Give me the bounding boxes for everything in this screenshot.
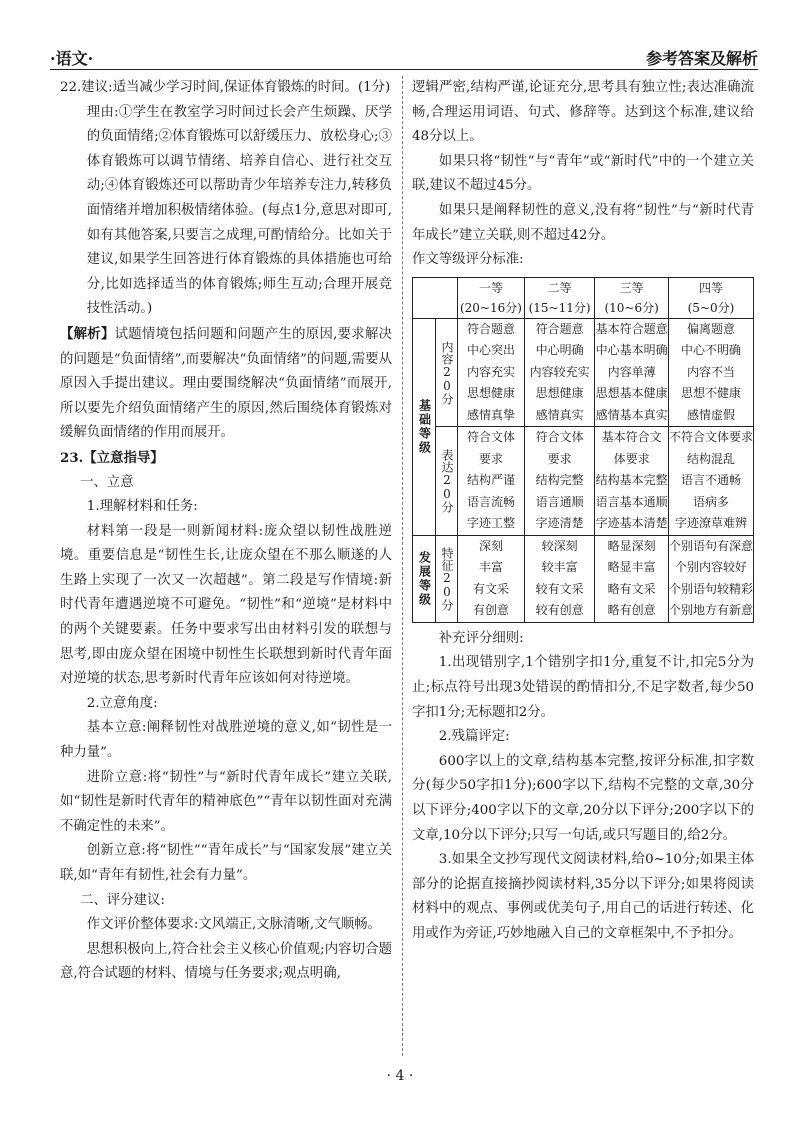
advanced-theme: 进阶立意:将“韧性”与“新时代青年成长”建立关联,如“韧性是新时代青年的精神底色”“青年以韧性面对充满不确定性的未来”。 xyxy=(60,769,392,834)
row-label: 内容20分 xyxy=(435,318,458,427)
basic-theme: 基本立意:阐释韧性对战胜逆境的意义,如“韧性是一种力量”。 xyxy=(60,720,392,761)
q22-analysis xyxy=(60,322,392,446)
grade-header: 三等 (10~6分) xyxy=(595,277,669,318)
subject-label: ·语文· xyxy=(50,49,94,68)
standard-continuation: 逻辑严密,结构严谨,论证充分,思考具有独立性;表达准确流畅,合理运用词语、句式、修辞等。达到这个标准,建议给48分以上。 xyxy=(412,80,754,145)
grading-table xyxy=(412,277,754,623)
table-cell: 符合题意 中心明确 内容较充实 思想健康 感情真实 xyxy=(524,318,594,427)
left-column xyxy=(60,76,392,987)
category-development: 发展等级 xyxy=(413,535,436,622)
sub-2-heading: 2.立意角度: xyxy=(86,695,158,711)
page-header xyxy=(50,40,758,70)
q22-reason: 理由:①学生在教室学习时间过长会产生烦躁、厌学的负面情绪;②体育锻炼可以舒缓压力、放松身心;③体育锻炼可以调节情绪、培养自信心、进行社交互动;④体育锻炼还可以帮助青少年培养专注力,转移负面情绪并增加积极情绪体验。(每点1分,意思对即可,如有其他答案,只要言之成理,可酌情给分。比如关于建议,如果学生回答进行体育锻炼的具体措施也可给分,比如选择适当的体育锻炼;师生互动;合理开展竞技性活动。) xyxy=(86,104,392,317)
table-cell: 基本符合文 体要求 结构基本完整 语言基本通顺 字迹基本清楚 xyxy=(595,427,669,536)
corner-cell xyxy=(413,277,458,318)
row-label: 表达20分 xyxy=(435,427,458,536)
row-label: 特征20分 xyxy=(435,535,458,622)
table-title: 作文等级评分标准: xyxy=(412,252,524,268)
grade-header: 四等 (5~0分) xyxy=(668,277,753,318)
section-2-heading: 二、评分建议: xyxy=(80,892,165,908)
q22-suggestion: 22.建议:适当减少学习时间,保证体育锻炼的时间。(1分) xyxy=(60,80,391,95)
q23-heading: 23.【立意指导】 xyxy=(60,449,164,466)
category-basic: 基础等级 xyxy=(413,318,436,535)
thought-requirement: 思想积极向上,符合社会主义核心价值观;内容切合题意,符合试题的材料、情境与任务要求;观点明确, xyxy=(60,941,392,982)
analysis-text: 试题情境包括问题和问题产生的原因,要求解决的问题是“负面情绪”,而要解决“负面情绪”的问题,需要从原因入手提出建议。理由要围绕解决“负面情绪”而展开,所以要先介绍负面情绪产生的原因,然后围绕体育锻炼对缓解负面情绪的作用而展开。 xyxy=(60,326,392,441)
table-row xyxy=(413,318,754,427)
sub-1-heading: 1.理解材料和任务: xyxy=(86,499,198,515)
material-para: 材料第一段是一则新闻材料:庞众望以韧性战胜逆境。重要信息是“韧性生长,让庞众望在不那么顺遂的人生路上实现了一次又一次超越”。第二段是写作情境:新时代青年遭遇逆境不可避免。“韧性”和“逆境”是材料中的两个关键要素。任务中要求写出由材料引发的联想与思考,即由庞众望在困境中韧性生长联想到新时代青年面对逆境的状态,思考新时代青年应该如何对待逆境。 xyxy=(60,523,392,687)
supplementary-title: 补充评分细则: xyxy=(438,630,524,646)
table-cell: 符合文体 要求 结构严谨 语言流畅 字迹工整 xyxy=(458,427,525,536)
right-column xyxy=(412,76,754,946)
section-1-heading: 一、立意 xyxy=(80,474,134,490)
rule-incomplete-title: 2.残篇评定: xyxy=(438,729,510,745)
column-divider xyxy=(402,76,403,1056)
table-cell: 符合题意 中心突出 内容充实 思想健康 感情真挚 xyxy=(458,318,525,427)
table-cell: 深刻 丰富 有文采 有创意 xyxy=(458,535,525,622)
table-cell: 较深刻 较丰富 较有文采 较有创意 xyxy=(524,535,594,622)
grade-header: 二等 (15~11分) xyxy=(524,277,594,318)
rule-copying: 3.如果全文抄写现代文阅读材料,给0~10分;如果主体部分的论据直接摘抄阅读材料,35分以下评分;如果将阅读材料中的观点、事例或优美句子,用自己的话进行转述、化用或作为旁证,巧妙地融入自己的文章框架中,不予扣分。 xyxy=(412,852,754,941)
table-cell: 基本符合题意 中心基本明确 内容单薄 思想基本健康 感情基本真实 xyxy=(595,318,669,427)
header-title: 参考答案及解析 xyxy=(645,49,758,68)
analysis-label: 【解析】 xyxy=(60,325,115,342)
innovative-theme: 创新立意:将“韧性”“青年成长”与“国家发展”建立关联,如“青年有韧性,社会有力量”。 xyxy=(60,843,392,883)
single-link-rule: 如果只将“韧性”与“青年”或“新时代”中的一个建立关联,建议不超过45分。 xyxy=(412,153,754,194)
header-rule xyxy=(50,69,758,70)
table-row xyxy=(413,535,754,622)
table-cell: 个别语句有深意 个别内容较好 个别语句较精彩 个别地方有新意 xyxy=(668,535,753,622)
grade-header: 一等 (20~16分) xyxy=(458,277,525,318)
rule-incomplete: 600字以上的文章,结构基本完整,按评分标准,扣字数分(每少50字扣1分);600字以下,结构不完整的文章,30分以下评分;400字以下的文章,20分以下评分;200字以下的文章,10分以下评分;只写一句话,或只写题目的,给2分。 xyxy=(412,753,754,843)
page-number: · 4 · xyxy=(386,1068,414,1084)
table-cell: 偏离题意 中心不明确 内容不当 思想不健康 感情虚假 xyxy=(668,318,753,427)
rule-typos: 1.出现错别字,1个错别字扣1分,重复不计,扣完5分为止;标点符号出现3处错误的酌情扣分,不足字数者,每少50字扣1分;无标题扣2分。 xyxy=(412,655,754,720)
meaning-only-rule: 如果只是阐释韧性的意义,没有将“韧性”与“新时代青年成长”建立关联,则不超过42分。 xyxy=(412,202,754,243)
table-cell: 符合文体 要求 结构完整 语言通顺 字迹清楚 xyxy=(524,427,594,536)
table-cell: 不符合文体要求 结构混乱 语言不通畅 语病多 字迹潦草难辨 xyxy=(668,427,753,536)
table-cell: 略显深刻 略显丰富 略有文采 略有创意 xyxy=(595,535,669,622)
table-row xyxy=(413,427,754,536)
grade-header-row xyxy=(413,277,754,318)
overall-requirement: 作文评价整体要求:文风端正,文脉清晰,文气顺畅。 xyxy=(86,917,382,933)
